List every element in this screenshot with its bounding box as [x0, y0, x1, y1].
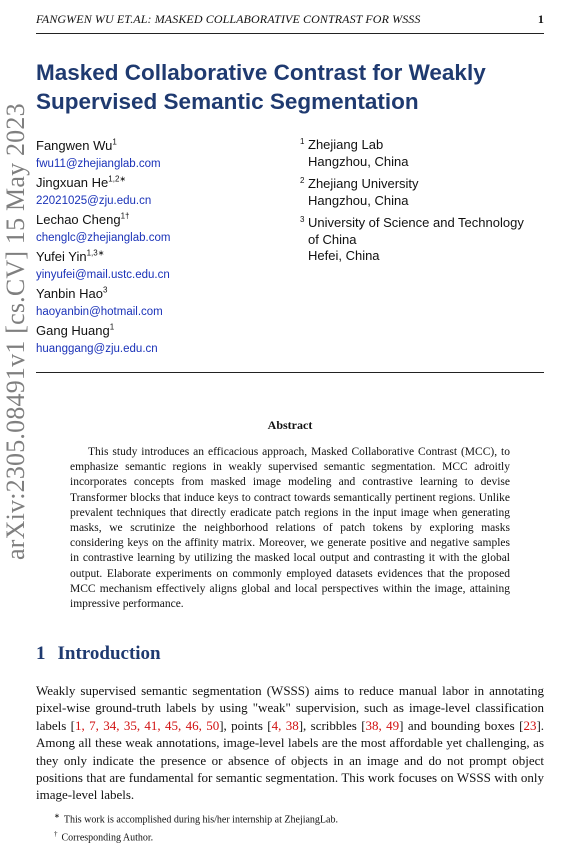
author-list	[36, 137, 286, 359]
author-email-link[interactable]: yinyufei@mail.ustc.edu.cn	[36, 269, 170, 281]
footnote-mark: †	[54, 830, 58, 839]
citation-link[interactable]: 23	[523, 717, 537, 733]
intro-text: ], scribbles [	[298, 717, 366, 733]
author-entry	[36, 174, 286, 210]
intro-paragraph	[36, 682, 544, 804]
citation-link[interactable]: 4, 38	[271, 717, 299, 733]
citation-link[interactable]: 38, 49	[365, 717, 400, 733]
page-number: 1	[537, 12, 544, 26]
author-affil-mark: 1†	[120, 211, 130, 221]
affiliation-list	[300, 137, 550, 271]
paper-title: Masked Collaborative Contrast for Weakly Supervised Semantic Segmentation	[36, 60, 486, 114]
intro-text: ]. Among all these weak annotations, image-level labels are the most affordable yet challenging, as they only indicate the presence or absence of objects in an image and do not prompt object positions that are fundamental for semantic segmentation. This work focuses on WSSS with only image-level labels.	[36, 717, 545, 803]
citation-link[interactable]: 1, 7, 34, 35, 41, 45, 46, 50	[75, 717, 220, 733]
affiliation-line: Hefei, China	[308, 248, 380, 263]
footnote	[54, 827, 534, 845]
author-entry	[36, 322, 286, 358]
author-entry	[36, 285, 286, 321]
footnote-mark: ∗	[54, 812, 60, 820]
author-email-link[interactable]: fwu11@zhejianglab.com	[36, 158, 161, 170]
abstract-text: This study introduces an efficacious approach, Masked Collaborative Contrast (MCC), to emphasize semantic regions in weakly supervised semantic segmentation. MCC adroitly incorporates concepts from masked image modeling and contrastive learning to devise Transformer blocks that induce keys to contract towards semantically pertinent regions. Unlike prevalent techniques that directly eradicate patch regions in the input image when generating masks, we scrutinize the neighborhood relations of patch tokens by exploring masks considering keys on the affinity matrix. Moreover, we generate positive and negative samples in contrastive learning by utilizing the masked local output and contrasting it with the global output. Elaborate experiments on commonly employed datasets evidences that the proposed MCC mechanism effectively aligns global and local perspectives within the image, attaining impressive performance.	[70, 446, 510, 611]
footnotes	[54, 809, 534, 846]
section-number: 1	[36, 643, 46, 664]
footnote-text: Corresponding Author.	[61, 832, 154, 844]
author-affil-mark: 1	[109, 322, 115, 332]
footnote-text: This work is accomplished during his/her internship at ZhejiangLab.	[63, 814, 338, 826]
author-email-link[interactable]: huanggang@zju.edu.cn	[36, 343, 158, 355]
affiliation-number: 3	[300, 215, 305, 224]
intro-text: Weakly supervised semantic segmentation (WSSS) aims to reduce manual labor in annotating pixel-wise ground-truth labels by using "weak" supervision, such as image-level classification labels [	[36, 683, 544, 733]
running-title: FANGWEN WU ET.AL: MASKED COLLABORATIVE CONTRAST FOR WSSS	[36, 12, 421, 26]
author-email-link[interactable]: chenglc@zhejianglab.com	[36, 232, 171, 244]
affiliation-line: of China	[308, 231, 357, 247]
author-email-link[interactable]: haoyanbin@hotmail.com	[36, 306, 163, 318]
author-entry	[36, 248, 286, 284]
author-affil-mark: 3	[102, 285, 108, 295]
section-heading	[36, 643, 161, 665]
section-divider	[36, 372, 544, 373]
section-title: Introduction	[57, 643, 161, 664]
author-name: Yufei Yin	[36, 249, 87, 264]
intro-text: ] and bounding boxes [	[399, 717, 524, 733]
affiliation-line: Hangzhou, China	[308, 153, 409, 169]
affiliation-line: Zhejiang University	[308, 176, 419, 191]
footnote	[54, 809, 534, 827]
affiliation-line: University of Science and Technology	[308, 215, 524, 230]
author-entry	[36, 137, 286, 173]
affiliation-entry	[300, 176, 550, 209]
affiliation-entry	[300, 137, 550, 170]
intro-text: ], points [	[219, 717, 272, 733]
abstract-heading: Abstract	[267, 418, 313, 432]
header-rule	[36, 33, 544, 34]
arxiv-stamp: arXiv:2305.08491v1 [cs.CV] 15 May 2023	[1, 103, 30, 560]
affiliation-line: Hangzhou, China	[308, 192, 409, 208]
author-name: Gang Huang	[36, 323, 110, 338]
author-name: Fangwen Wu	[36, 138, 113, 153]
affiliation-line: Zhejiang Lab	[308, 137, 384, 152]
affiliation-entry	[300, 215, 550, 265]
author-affil-mark: 1,3∗	[86, 248, 105, 258]
author-name: Lechao Cheng	[36, 212, 121, 227]
author-entry	[36, 211, 286, 247]
author-email-link[interactable]: 22021025@zju.edu.cn	[36, 195, 152, 207]
affiliation-number: 2	[300, 176, 305, 185]
author-name: Yanbin Hao	[36, 286, 103, 301]
author-name: Jingxuan He	[36, 175, 109, 190]
author-affil-mark: 1,2∗	[108, 174, 127, 184]
author-affil-mark: 1	[112, 137, 117, 147]
running-header	[36, 12, 544, 27]
affiliation-number: 1	[300, 137, 305, 146]
